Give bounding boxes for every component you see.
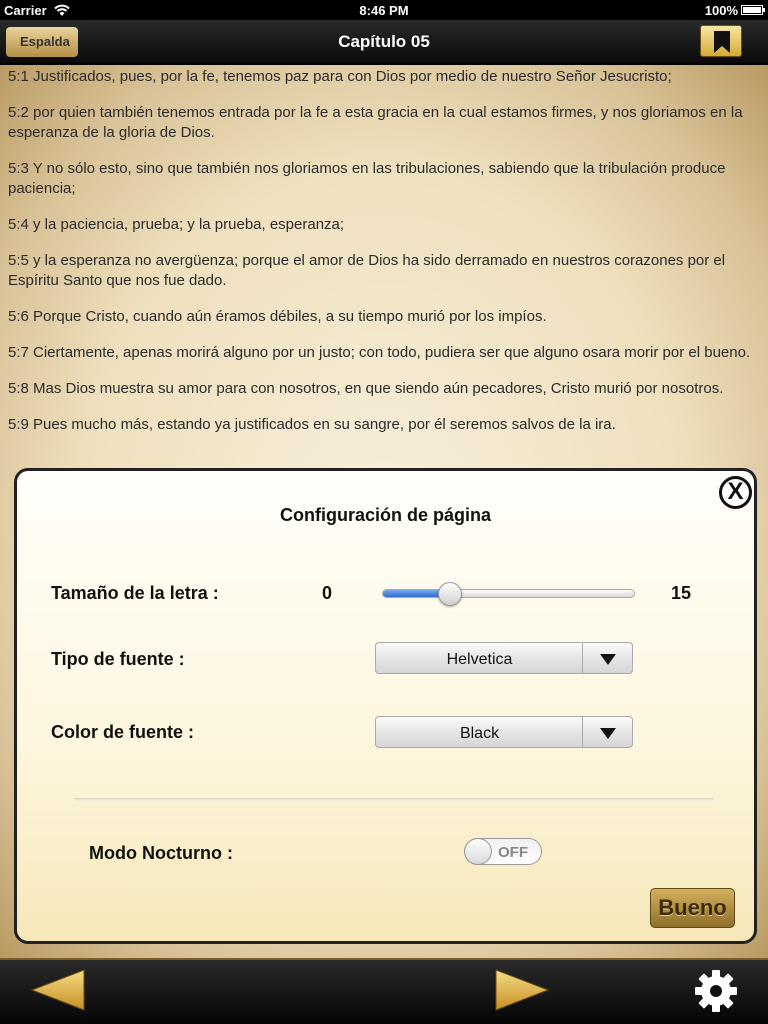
font-type-select[interactable] <box>375 642 633 674</box>
carrier-label: Carrier <box>4 3 47 18</box>
dropdown-arrow-icon[interactable] <box>582 717 632 747</box>
navigation-bar <box>0 20 768 64</box>
toggle-state: OFF <box>498 844 528 861</box>
clock: 8:46 PM <box>359 3 409 18</box>
battery-percent: 100% <box>704 3 738 18</box>
settings-gear-icon[interactable] <box>690 969 742 1013</box>
font-size-label: Tamaño de la letra : <box>51 583 219 603</box>
toggle-knob <box>464 838 492 865</box>
dropdown-arrow-icon[interactable] <box>582 643 632 673</box>
bottom-toolbar <box>0 958 768 1024</box>
divider <box>74 798 714 801</box>
dialog-title: Configuración de página <box>279 505 491 525</box>
verse: 5:3 Y no sólo esto, sino que también nos gloriamos en las tribulaciones, sabiendo que la tribulación produce paciencia; <box>8 160 726 197</box>
back-button-label: Espalda <box>20 34 70 49</box>
night-mode-label: Modo Nocturno : <box>89 843 233 863</box>
font-size-min: 0 <box>322 583 333 603</box>
font-size-slider[interactable] <box>382 589 635 598</box>
verse: 5:9 Pues mucho más, estando ya justificados en su sangre, por él seremos salvos de la ira. <box>8 416 616 433</box>
slider-knob[interactable] <box>438 582 462 606</box>
bookmark-icon <box>714 31 730 53</box>
font-type-value: Helvetica <box>446 651 513 668</box>
page-settings-dialog <box>14 468 757 944</box>
status-bar <box>0 0 768 20</box>
ok-button[interactable]: Bueno <box>650 888 735 928</box>
night-mode-toggle[interactable] <box>464 838 542 865</box>
verse: 5:4 y la paciencia, prueba; y la prueba, esperanza; <box>8 216 345 233</box>
font-size-max: 15 <box>671 583 692 603</box>
battery-icon <box>741 5 763 15</box>
page-title: Capítulo 05 <box>338 32 430 51</box>
font-color-label: Color de fuente : <box>51 722 194 742</box>
font-color-value: Black <box>459 725 500 742</box>
verse: 5:6 Porque Cristo, cuando aún éramos débiles, a su tiempo murió por los impíos. <box>8 308 547 325</box>
previous-arrow-icon[interactable] <box>30 968 86 1012</box>
verse: 5:7 Ciertamente, apenas morirá alguno por un justo; con todo, pudiera ser que alguno osara morir por el bueno. <box>8 344 751 361</box>
bookmark-button[interactable] <box>700 25 742 57</box>
font-color-select[interactable] <box>375 716 633 748</box>
verse: 5:8 Mas Dios muestra su amor para con nosotros, en que siendo aún pecadores, Cristo murió por nosotros. <box>8 380 724 397</box>
close-button[interactable]: X <box>719 476 752 509</box>
next-arrow-icon[interactable] <box>494 968 550 1012</box>
font-type-label: Tipo de fuente : <box>51 649 185 669</box>
verse: 5:2 por quien también tenemos entrada por la fe a esta gracia en la cual estamos firmes, y nos gloriamos en la esperanza de la gloria de Dios. <box>8 104 743 141</box>
verse: 5:1 Justificados, pues, por la fe, tenemos paz para con Dios por medio de nuestro Señor Jesucristo; <box>8 68 672 85</box>
verse: 5:5 y la esperanza no avergüenza; porque el amor de Dios ha sido derramado en nuestros corazones por el Espíritu Santo que nos fue dado. <box>8 252 726 289</box>
